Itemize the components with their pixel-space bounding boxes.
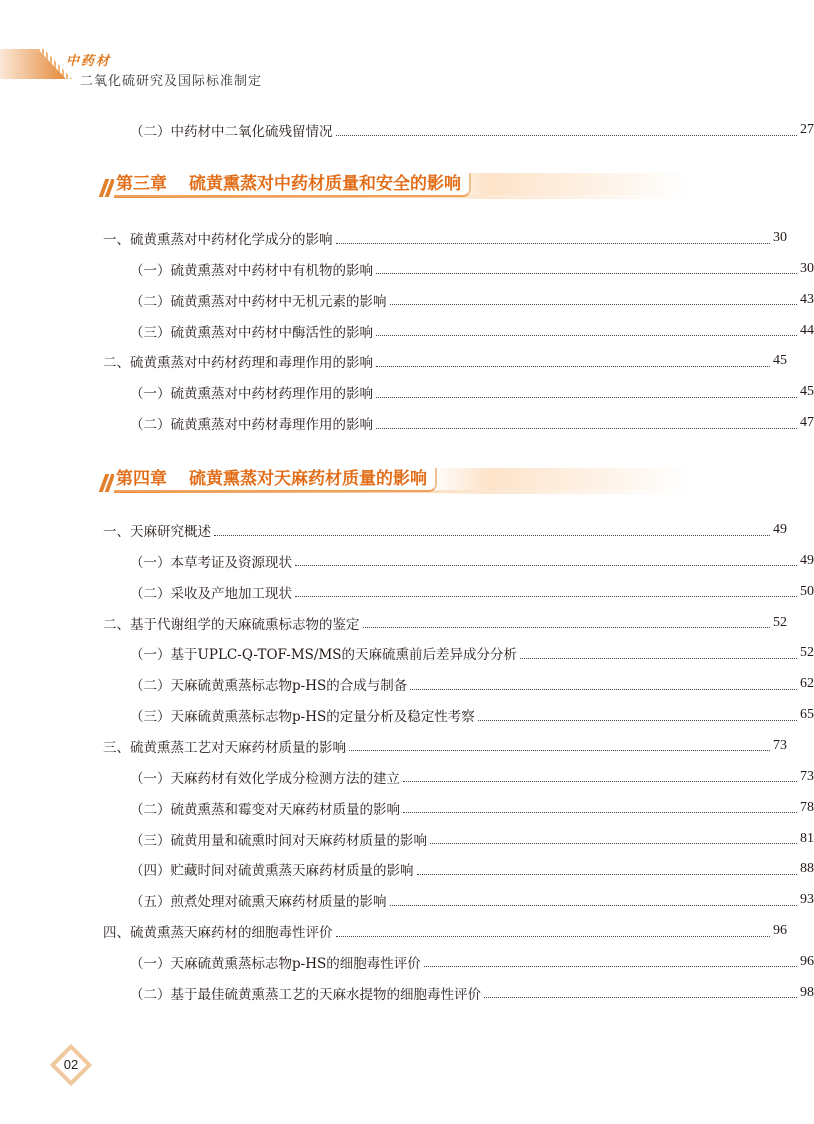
toc-entry-title: 二、基于代谢组学的天麻硫熏标志物的鉴定 [103,616,360,633]
page-number: 02 [63,1057,79,1072]
dot-leader [403,781,797,782]
toc-entry[interactable] [0,320,814,342]
toc-entry[interactable] [0,381,814,403]
toc-entry-title: （三）天麻硫黄熏蒸标志物p-HS的定量分析及稳定性考察 [130,709,475,726]
toc-entry[interactable] [0,828,814,850]
dot-leader [336,936,771,937]
dot-leader [390,905,798,906]
toc-entry-page: 78 [800,799,814,815]
toc-entry-title: （二）硫黄熏蒸对中药材毒理作用的影响 [130,417,373,434]
toc-entry[interactable] [0,350,787,372]
toc-entry-page: 44 [800,322,814,338]
toc-entry-page: 45 [773,353,787,369]
chapter-label [114,468,437,492]
toc-entry[interactable] [0,797,814,819]
toc-entry-title: （二）基于最佳硫黄熏蒸工艺的天麻水提物的细胞毒性评价 [130,986,481,1003]
toc-entry-title: （一）硫黄熏蒸对中药材药理作用的影响 [130,386,373,403]
toc-entry[interactable] [0,982,814,1004]
toc-entry-page: 93 [800,892,814,908]
toc-entry[interactable] [0,704,814,726]
dot-leader [478,720,797,721]
toc-entry-title: （三）硫黄用量和硫熏时间对天麻药材质量的影响 [130,832,427,849]
toc-entry-page: 47 [800,415,814,431]
chapter-heading[interactable] [100,468,690,494]
toc-entry-page: 52 [800,645,814,661]
toc-entry-page: 96 [773,923,787,939]
toc-entry[interactable] [0,227,787,249]
toc-entry-page: 45 [800,384,814,400]
toc-entry-title: （一）天麻硫黄熏蒸标志物p-HS的细胞毒性评价 [130,955,421,972]
toc-entry-title: （二）硫黄熏蒸和霉变对天麻药材质量的影响 [130,801,400,818]
toc-entry-title: （一）天麻药材有效化学成分检测方法的建立 [130,770,400,787]
toc-entry-page: 50 [800,583,814,599]
toc-entry[interactable] [0,858,814,880]
toc-entry-page: 30 [800,260,814,276]
chapter-number: 第三章 [116,174,167,194]
toc-entry[interactable] [0,550,814,572]
chapter-heading[interactable] [100,173,690,199]
toc-entry[interactable] [0,920,787,942]
toc-entry-page: 43 [800,291,814,307]
toc-entry-title: （三）硫黄熏蒸对中药材中酶活性的影响 [130,324,373,341]
toc-entry[interactable] [0,289,814,311]
dot-leader [417,874,798,875]
toc-entry-title: （二）中药材中二氧化硫残留情况 [130,124,333,140]
toc-entry-title: 一、天麻研究概述 [103,524,211,540]
toc-entry-title: 一、硫黄熏蒸对中药材化学成分的影响 [103,232,333,248]
toc-entry-page: 88 [800,861,814,877]
toc-entry-page: 49 [773,522,787,537]
toc-entry[interactable] [0,519,787,541]
toc-entry-title: （一）本草考证及资源现状 [130,554,292,571]
toc-entry-title: 二、硫黄熏蒸对中药材药理和毒理作用的影响 [103,355,373,372]
dot-leader [430,843,797,844]
toc-entry[interactable] [0,119,814,141]
toc-entry-title: （二）天麻硫黄熏蒸标志物p-HS的合成与制备 [130,678,408,695]
dot-leader [520,658,797,659]
book-subtitle: 二氧化硫研究及国际标准制定 [80,74,263,89]
toc-entry[interactable] [0,673,814,695]
toc-entry-page: 65 [800,707,814,723]
toc-entry[interactable] [0,581,814,603]
toc-entry[interactable] [0,889,814,911]
toc-entry-title: （一）硫黄熏蒸对中药材中有机物的影响 [130,262,373,279]
toc-entry-title: （四）贮藏时间对硫黄熏蒸天麻药材质量的影响 [130,863,414,880]
dot-leader [295,565,797,566]
toc-entry-page: 81 [800,830,814,846]
book-brand: 中药材 [66,54,112,69]
toc-entry[interactable] [0,951,814,973]
dot-leader [484,997,797,998]
dot-leader [295,596,797,597]
chapter-number: 第四章 [116,469,167,489]
toc-entry-page: 27 [800,122,814,137]
toc-entry-page: 73 [773,737,787,753]
dot-leader [403,812,797,813]
chapter-title: 硫黄熏蒸对中药材质量和安全的影响 [189,174,461,194]
toc-entry[interactable] [0,258,814,280]
toc-entry[interactable] [0,766,814,788]
dot-leader [363,627,771,628]
toc-entry-title: 四、硫黄熏蒸天麻药材的细胞毒性评价 [103,925,333,942]
toc-entry-title: （五）煎煮处理对硫熏天麻药材质量的影响 [130,894,387,911]
toc-entry-page: 73 [800,768,814,784]
toc-entry-page: 49 [800,552,814,568]
page-number-badge [52,1046,92,1086]
dot-leader [424,966,797,967]
toc-entry-title: （一）基于UPLC-Q-TOF-MS/MS的天麻硫熏前后差异成分分析 [130,647,518,664]
dot-leader [376,335,797,336]
dot-leader [336,135,798,136]
toc-entry-page: 98 [800,984,814,1000]
dot-leader [376,273,797,274]
dot-leader [376,428,797,429]
toc-entry[interactable] [0,412,814,434]
toc-entry[interactable] [0,735,787,757]
dot-leader [390,304,798,305]
toc-entry-page: 30 [773,230,787,245]
dot-leader [336,243,771,244]
toc-entry-title: 三、硫黄熏蒸工艺对天麻药材质量的影响 [103,739,346,756]
dot-leader [410,689,797,690]
toc-entry-page: 62 [800,676,814,692]
toc-entry-page: 52 [773,614,787,630]
dot-leader [376,366,770,367]
dot-leader [376,397,797,398]
dot-leader [214,535,770,536]
toc-entry-title: （二）硫黄熏蒸对中药材中无机元素的影响 [130,293,387,310]
toc-entry[interactable] [0,612,787,634]
chapter-title: 硫黄熏蒸对天麻药材质量的影响 [189,469,427,489]
toc-entry[interactable] [0,642,814,664]
chapter-label [114,173,471,197]
toc-entry-title: （二）采收及产地加工现状 [130,585,292,602]
toc-entry-page: 96 [800,953,814,969]
dot-leader [349,750,770,751]
